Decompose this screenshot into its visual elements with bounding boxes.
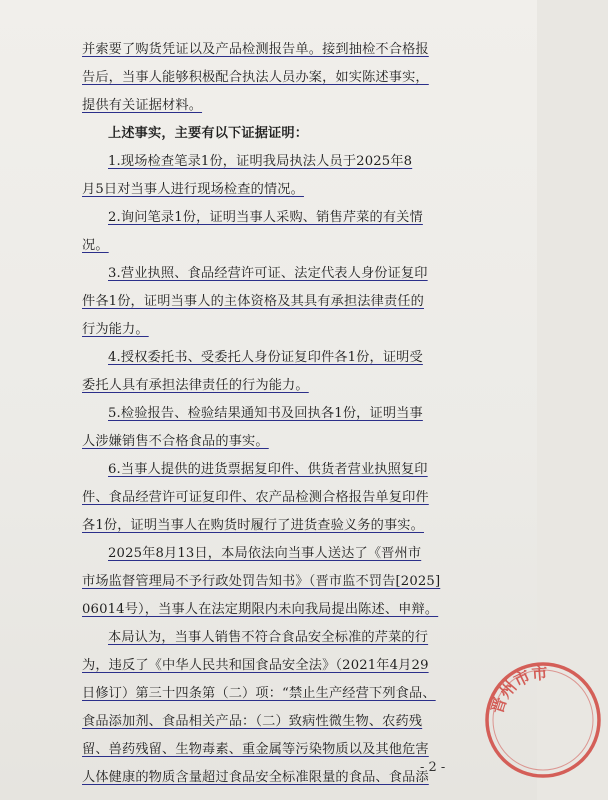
text-line: [82, 148, 502, 176]
text-line-content: 委托人具有承担法律责任的行为能力。: [82, 378, 309, 393]
text-line: [82, 204, 502, 232]
text-line-content: 4.授权委托书、受委托人身份证复印件各1份，证明受: [108, 350, 423, 365]
text-line: [82, 36, 502, 64]
text-line-content: 食品添加剂、食品相关产品：（二）致病性微生物、农药残: [82, 714, 423, 729]
text-line-content: 市场监督管理局不予行政处罚告知书》（晋市监不罚告[2025]: [82, 574, 441, 589]
text-line-content: 各1份，证明当事人在购货时履行了进货查验义务的事实。: [82, 518, 424, 533]
text-line-content: 06014号），当事人在法定期限内未向我局提出陈述、申辩。: [82, 602, 439, 617]
text-line: [82, 260, 502, 288]
text-line-content: 为，违反了《中华人民共和国食品安全法》（2021年4月29: [82, 658, 429, 673]
text-line-content: 留、兽药残留、生物毒素、重金属等污染物质以及其他危害: [82, 742, 429, 757]
text-line: [82, 708, 502, 736]
text-line-content: 2.询问笔录1份，证明当事人采购、销售芹菜的有关情: [108, 210, 423, 225]
text-line-content: 上述事实，主要有以下证据证明：: [108, 126, 309, 141]
text-line-content: 行为能力。: [82, 322, 149, 337]
text-line-content: 月5日对当事人进行现场检查的情况。: [82, 182, 304, 197]
text-line: [82, 400, 502, 428]
text-line: [82, 540, 502, 568]
document-body: [82, 36, 502, 792]
text-line: [82, 568, 502, 596]
text-line-content: 提供有关证据材料。: [82, 98, 203, 113]
text-line: [82, 288, 502, 316]
text-line-content: 况。: [82, 238, 109, 253]
page-number: - 2 -: [420, 760, 446, 775]
text-line-content: 5.检验报告、检验结果通知书及回执各1份，证明当事: [108, 406, 423, 421]
text-line-content: 人涉嫌销售不合格食品的事实。: [82, 434, 269, 449]
text-line: [82, 624, 502, 652]
text-line: [82, 232, 502, 260]
text-line-content: 1.现场检查笔录1份，证明我局执法人员于2025年8: [108, 154, 413, 169]
text-line: [82, 680, 502, 708]
text-line-content: 件各1份，证明当事人的主体资格及其具有承担法律责任的: [82, 294, 424, 309]
text-line: [82, 64, 502, 92]
text-line: [82, 484, 502, 512]
text-line: [82, 176, 502, 204]
text-line-content: 日修订）第三十四条第（二）项：“禁止生产经营下列食品、: [82, 686, 436, 701]
text-line-content: 3.营业执照、食品经营许可证、法定代表人身份证复印: [108, 266, 428, 281]
text-line: [82, 652, 502, 680]
text-line: [82, 344, 502, 372]
text-line-content: 件、食品经营许可证复印件、农产品检测合格报告单复印件: [82, 490, 429, 505]
svg-text:晋州市市: 晋州市市: [487, 663, 549, 716]
text-line: [82, 512, 502, 540]
text-line: [82, 428, 502, 456]
text-line-content: 人体健康的物质含量超过食品安全标准限量的食品、食品添: [82, 770, 429, 785]
text-line: [82, 92, 502, 120]
text-line-content: 6.当事人提供的进货票据复印件、供货者营业执照复印: [108, 462, 428, 477]
text-line-content: 本局认为，当事人销售不符合食品安全标准的芹菜的行: [108, 630, 429, 645]
text-line: [82, 120, 502, 148]
text-line: [82, 372, 502, 400]
text-line: [82, 316, 502, 344]
text-line: [82, 456, 502, 484]
text-line-content: 2025年8月13日，本局依法向当事人送达了《晋州市: [108, 546, 422, 561]
text-line-content: 并索要了购货凭证以及产品检测报告单。接到抽检不合格报: [82, 42, 429, 57]
text-line: [82, 596, 502, 624]
official-seal-icon: [478, 655, 608, 785]
text-line-content: 告后，当事人能够积极配合执法人员办案，如实陈述事实，: [82, 70, 429, 85]
